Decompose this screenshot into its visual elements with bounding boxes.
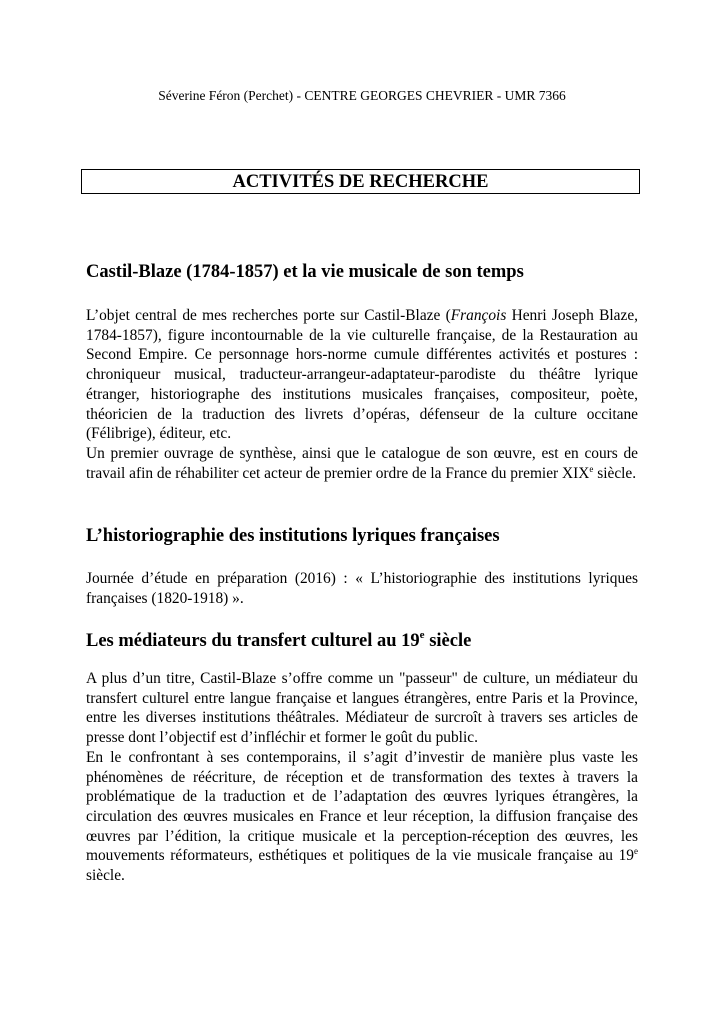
text-segment: siècle. xyxy=(593,464,637,482)
superscript: e xyxy=(634,846,638,857)
text-segment: Un premier ouvrage de synthèse, ainsi que le catalogue de son œuvre, est en cours de travail afin de réhabiliter cet acteur de premier ordre de la France du premier XIX xyxy=(86,444,638,482)
paragraph-journee-etude: Journée d’étude en préparation (2016) : « L’historiographie des institutions lyriques françaises (1820-1918) ». xyxy=(86,570,638,607)
superscript: e xyxy=(419,629,425,641)
text-segment: En le confrontant à ses contemporains, il s’agit d’investir de manière plus vaste les phénomènes de réécriture, de réception et de transformation des textes à travers la problématique de la traduction et de l’adaptation des œuvres lyriques étrangères, la circulation des œuvres musicales en France et leur réception, la diffusion française des œuvres par l’édition, la critique musicale et la perception-réception des œuvres, les mouvements réformateurs, esthétiques et politiques de la vie musicale française au 19 xyxy=(86,748,638,865)
superscript: e xyxy=(589,463,594,474)
paragraph-castil-blaze-synthesis xyxy=(86,444,638,483)
text-segment: siècle xyxy=(424,631,472,651)
page-header: Séverine Féron (Perchet) - CENTRE GEORGES CHEVRIER - UMR 7366 xyxy=(158,88,566,103)
section-body-historiographie xyxy=(86,569,638,608)
page-title: ACTIVITÉS DE RECHERCHE xyxy=(81,169,640,194)
section-heading-mediateurs xyxy=(86,630,471,652)
paragraph-castil-blaze-intro xyxy=(86,306,638,444)
text-segment: Les médiateurs du transfert culturel au 19 xyxy=(86,631,420,651)
section-body-mediateurs xyxy=(86,669,638,886)
italic-text: François xyxy=(450,307,507,324)
paragraph-contemporains xyxy=(86,748,638,886)
text-segment: L’objet central de mes recherches porte sur Castil-Blaze ( xyxy=(86,307,451,324)
text-segment: Henri Joseph Blaze, 1784-1857), figure incontournable de la vie culturelle française, de la Restauration au Second Empire. Ce personnage hors-norme cumule différentes activités et postures : chroniqueur musical, traducteur-arrangeur-adaptateur-parodiste du théâtre lyrique étranger, historiographe des institutions musicales françaises, compositeur, poète, théoricien de la traduction des livrets d’opéras, défenseur de la culture occitane (Félibrige), éditeur, etc. xyxy=(86,307,638,443)
section-heading-castil-blaze: Castil-Blaze (1784-1857) et la vie musicale de son temps xyxy=(86,262,524,282)
section-body-castil-blaze xyxy=(86,306,638,483)
section-heading-historiographie: L’historiographie des institutions lyriques françaises xyxy=(86,526,500,546)
paragraph-passeur: A plus d’un titre, Castil-Blaze s’offre comme un "passeur" de culture, un médiateur du transfert culturel entre langue française et langues étrangères, entre Paris et la Province, entre les diverses institutions théâtrales. Médiateur de surcroît à travers ses articles de presse dont l’objectif est d’infléchir et former le goût du public. xyxy=(86,670,638,747)
text-segment: siècle. xyxy=(86,867,125,885)
